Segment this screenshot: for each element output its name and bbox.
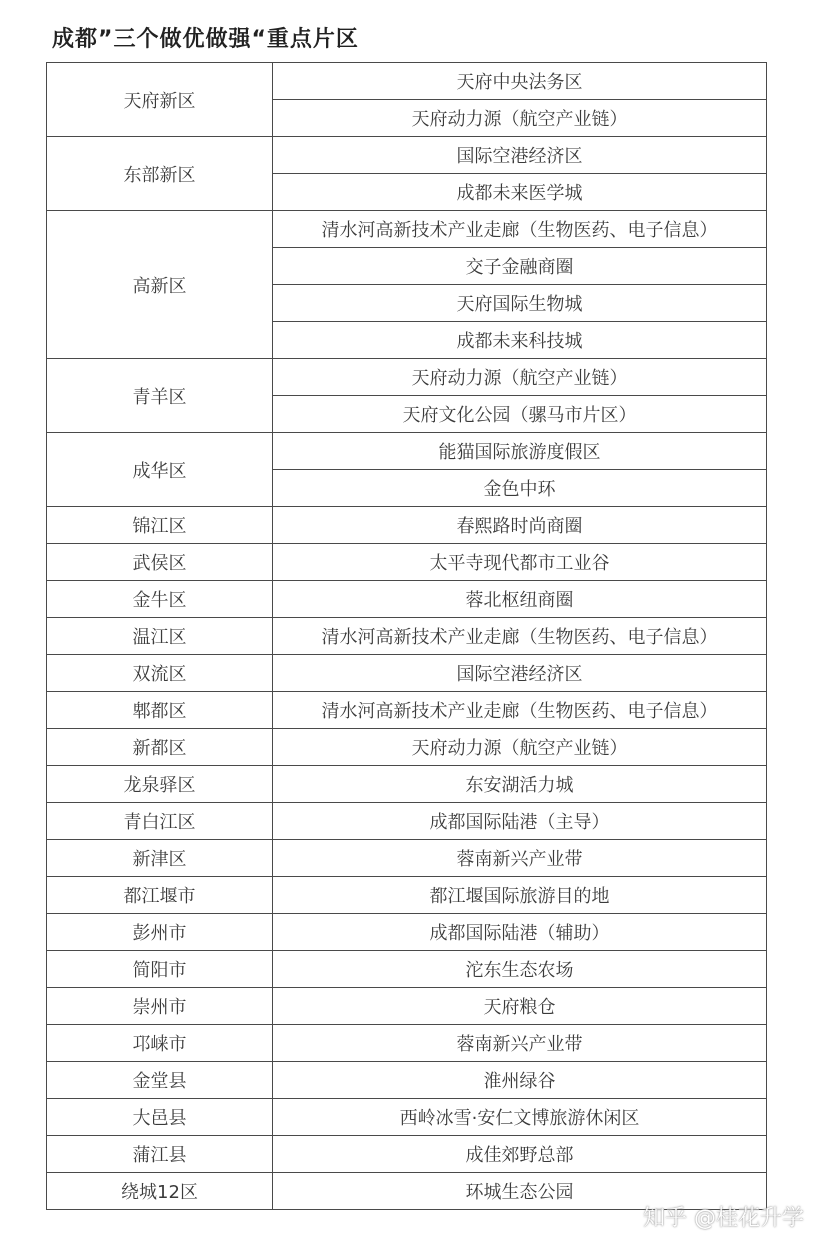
district-cell: 成华区 [47,433,273,507]
zone-cell: 都江堰国际旅游目的地 [273,877,767,914]
regions-table [46,62,767,1210]
district-cell: 金牛区 [47,581,273,618]
table-row [47,359,767,396]
district-cell: 锦江区 [47,507,273,544]
table-row [47,766,767,803]
district-cell: 蒲江县 [47,1136,273,1173]
zone-cell: 清水河高新技术产业走廊（生物医药、电子信息） [273,618,767,655]
district-cell: 高新区 [47,211,273,359]
zone-cell: 沱东生态农场 [273,951,767,988]
district-cell: 绕城12区 [47,1173,273,1210]
zone-cell: 成都国际陆港（辅助） [273,914,767,951]
zone-cell: 天府动力源（航空产业链） [273,100,767,137]
district-cell: 双流区 [47,655,273,692]
zone-cell: 东安湖活力城 [273,766,767,803]
zone-cell: 清水河高新技术产业走廊（生物医药、电子信息） [273,211,767,248]
table-row [47,988,767,1025]
zone-cell: 成都未来医学城 [273,174,767,211]
zone-cell: 成佳郊野总部 [273,1136,767,1173]
table-row [47,1136,767,1173]
regions-table-body [47,63,767,1210]
zone-cell: 成都未来科技城 [273,322,767,359]
district-cell: 温江区 [47,618,273,655]
zone-cell: 天府国际生物城 [273,285,767,322]
table-row [47,433,767,470]
zone-cell: 成都国际陆港（主导） [273,803,767,840]
zone-cell: 蓉北枢纽商圈 [273,581,767,618]
table-row [47,729,767,766]
table-row [47,1025,767,1062]
district-cell: 新都区 [47,729,273,766]
table-row [47,211,767,248]
district-cell: 天府新区 [47,63,273,137]
zone-cell: 蓉南新兴产业带 [273,1025,767,1062]
table-row [47,914,767,951]
zone-cell: 天府粮仓 [273,988,767,1025]
table-row [47,803,767,840]
zone-cell: 天府中央法务区 [273,63,767,100]
table-row [47,1062,767,1099]
zone-cell: 环城生态公园 [273,1173,767,1210]
district-cell: 简阳市 [47,951,273,988]
zone-cell: 天府动力源（航空产业链） [273,359,767,396]
zone-cell: 淮州绿谷 [273,1062,767,1099]
table-row [47,507,767,544]
district-cell: 彭州市 [47,914,273,951]
page-title: 成都”三个做优做强“重点片区 [52,27,359,52]
zone-cell: 交子金融商圈 [273,248,767,285]
district-cell: 郫都区 [47,692,273,729]
table-row [47,655,767,692]
district-cell: 崇州市 [47,988,273,1025]
zone-cell: 国际空港经济区 [273,655,767,692]
district-cell: 都江堰市 [47,877,273,914]
zone-cell: 能猫国际旅游度假区 [273,433,767,470]
zone-cell: 天府文化公园（骡马市片区） [273,396,767,433]
district-cell: 大邑县 [47,1099,273,1136]
table-row [47,137,767,174]
table-row [47,692,767,729]
zone-cell: 西岭冰雪·安仁文博旅游休闲区 [273,1099,767,1136]
zone-cell: 春熙路时尚商圈 [273,507,767,544]
table-row [47,63,767,100]
district-cell: 龙泉驿区 [47,766,273,803]
watermark: 知乎 @桂花升学 [643,1206,804,1231]
table-row [47,581,767,618]
zone-cell: 金色中环 [273,470,767,507]
table-row [47,544,767,581]
table-row [47,618,767,655]
district-cell: 金堂县 [47,1062,273,1099]
table-row [47,1099,767,1136]
table-row [47,877,767,914]
district-cell: 武侯区 [47,544,273,581]
zone-cell: 太平寺现代都市工业谷 [273,544,767,581]
district-cell: 邛崃市 [47,1025,273,1062]
zone-cell: 天府动力源（航空产业链） [273,729,767,766]
district-cell: 青羊区 [47,359,273,433]
district-cell: 青白江区 [47,803,273,840]
zone-cell: 国际空港经济区 [273,137,767,174]
zone-cell: 清水河高新技术产业走廊（生物医药、电子信息） [273,692,767,729]
district-cell: 新津区 [47,840,273,877]
table-row [47,840,767,877]
zone-cell: 蓉南新兴产业带 [273,840,767,877]
table-row [47,951,767,988]
district-cell: 东部新区 [47,137,273,211]
